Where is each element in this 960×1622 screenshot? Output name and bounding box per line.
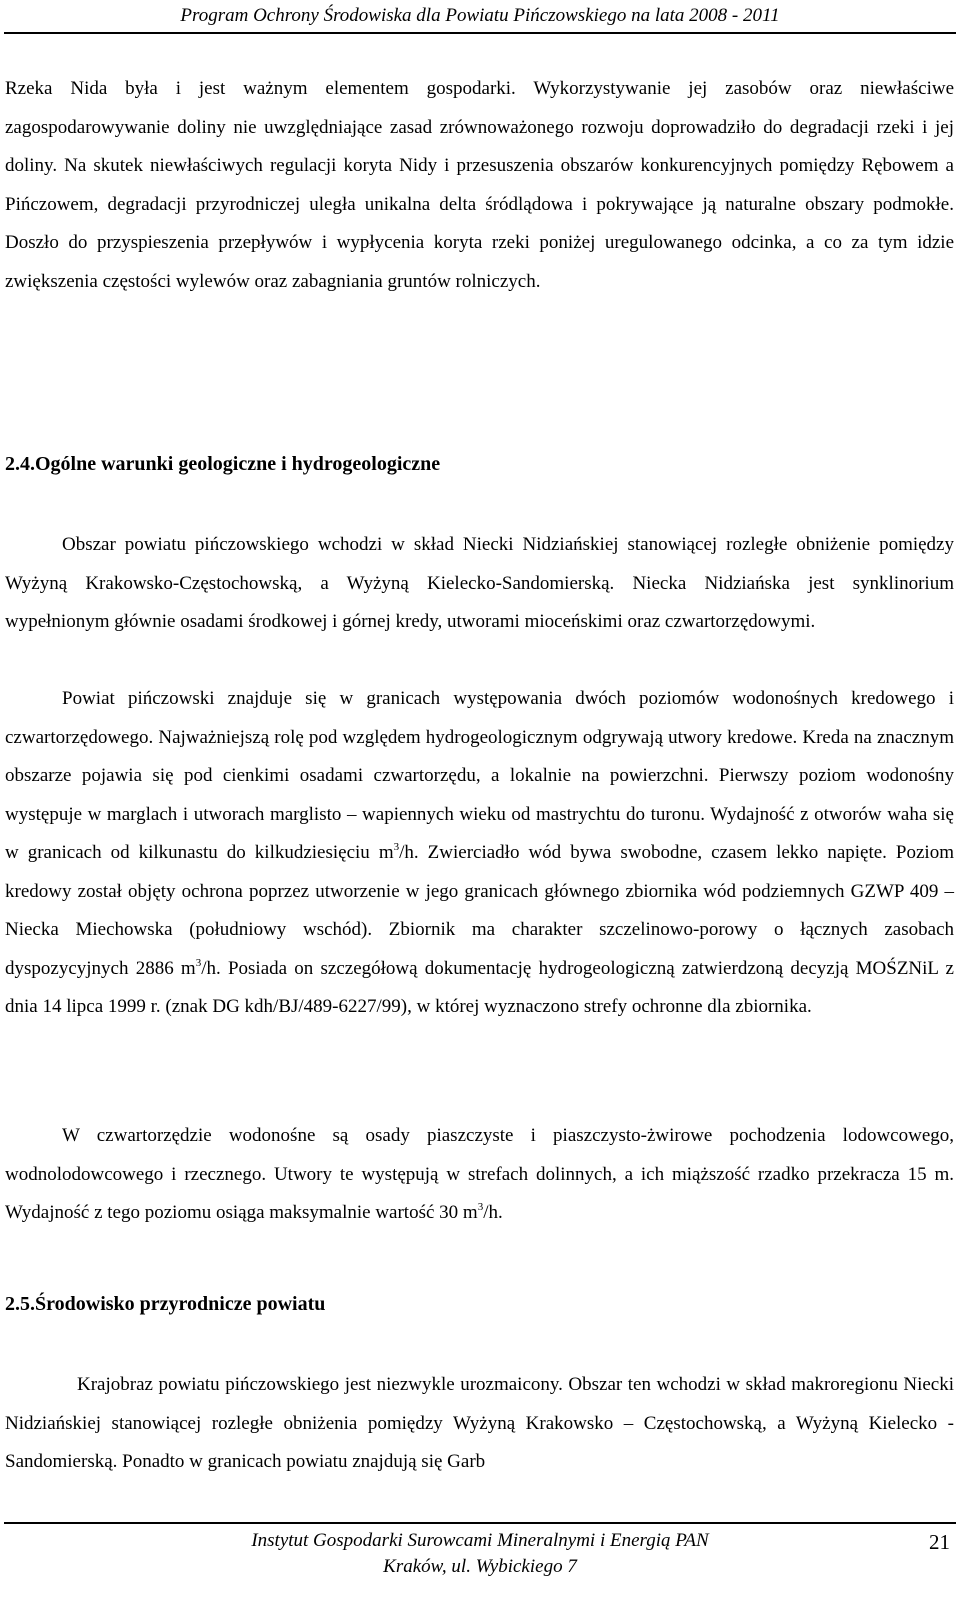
section-2-4-paragraph-2: [5, 680, 954, 1027]
paragraph-text: /h.: [483, 1202, 503, 1223]
paragraph-text: /h. Zwierciadło wód bywa swobodne, czasem lekko napięte. Poziom kredowy został objęty ochrona poprzez utworzenie w jego granicach głównego zbiornika wód podziemnych GZWP 409 – Niecka Miechowska (południowy wschód). Zbiornik ma charakter szczelinowo-porowy o łącznych zasobach dyspozycyjnych 2886 m: [5, 842, 954, 979]
section-heading-2-5: 2.5.Środowisko przyrodnicze powiatu: [5, 1293, 326, 1315]
footer-address: Kraków, ul. Wybickiego 7: [383, 1556, 577, 1577]
header-rule: [4, 32, 956, 34]
superscript: 3: [477, 1201, 484, 1213]
running-header: Program Ochrony Środowiska dla Powiatu Pińczowskiego na lata 2008 - 2011: [180, 5, 780, 26]
superscript: 3: [393, 841, 400, 853]
paragraph-text: /h. Posiada on szczegółową dokumentację hydrogeologiczną zatwierdzoną decyzją MOŚZNiL z dnia 14 lipca 1999 r. (znak DG kdh/BJ/489-6227/99), w której wyznaczono strefy ochronne dla zbiornika.: [5, 957, 954, 1017]
section-heading-2-4: 2.4.Ogólne warunki geologiczne i hydrogeologiczne: [5, 453, 441, 475]
paragraph-text: W czwartorzędzie wodonośne są osady piaszczyste i piaszczysto-żwirowe pochodzenia lodowcowego, wodnolodowcowego i rzecznego. Utwory te występują w strefach dolinnych, a ich miąższość rzadko przekracza 15 m. Wydajność z tego poziomu osiąga maksymalnie wartość 30 m: [5, 1125, 954, 1223]
page-number: 21: [929, 1530, 950, 1554]
section-2-4-paragraph-1: Obszar powiatu pińczowskiego wchodzi w skład Niecki Nidziańskiej stanowiącej rozległe obniżenie pomiędzy Wyżyną Krakowsko-Częstochowską, a Wyżyną Kielecko-Sandomierską. Niecka Nidziańska jest synklinorium wypełnionym głównie osadami środkowej i górnej kredy, utworami mioceńskimi oraz czwartorzędowymi.: [5, 534, 954, 632]
footer-rule: [4, 1522, 956, 1524]
intro-paragraph: Rzeka Nida była i jest ważnym elementem gospodarki. Wykorzystywanie jej zasobów oraz niewłaściwe zagospodarowywanie doliny nie uwzględniające zasad zrównoważonego rozwoju doprowadziło do degradacji rzeki i jej doliny. Na skutek niewłaściwych regulacji koryta Nidy i przesuszenia obszarów konkurencyjnych pomiędzy Rębowem a Pińczowem, degradacji przyrodniczej uległa unikalna delta śródlądowa i pokrywające ją naturalne obszary podmokłe. Doszło do przyspieszenia przepływów i wypłycenia koryta rzeki poniżej uregulowanego odcinka, a co za tym idzie zwiększenia częstości wylewów oraz zabagniania gruntów rolniczych.: [5, 78, 954, 292]
section-2-5-paragraph-1: Krajobraz powiatu pińczowskiego jest niezwykle urozmaicony. Obszar ten wchodzi w skład makroregionu Niecki Nidziańskiej stanowiącej rozległe obniżenia pomiędzy Wyżyną Krakowsko – Częstochowską, a Wyżyną Kielecko - Sandomierską. Ponadto w granicach powiatu znajdują się Garb: [5, 1374, 954, 1472]
footer-institute: Instytut Gospodarki Surowcami Mineralnymi i Energią PAN: [251, 1530, 709, 1551]
section-2-4-paragraph-3: [5, 1117, 954, 1233]
paragraph-text: Powiat pińczowski znajduje się w granicach występowania dwóch poziomów wodonośnych kredowego i czwartorzędowego. Najważniejszą rolę pod względem hydrogeologicznym odgrywają utwory kredowe. Kreda na znacznym obszarze pojawia się pod cienkimi osadami czwartorzędu, a lokalnie na powierzchni. Pierwszy poziom wodonośny występuje w marglach i utworach marglisto – wapiennych wieku od mastrychtu do turonu. Wydajność z otworów waha się w granicach od kilkunastu do kilkudziesięciu m: [5, 688, 954, 863]
superscript: 3: [195, 956, 202, 969]
